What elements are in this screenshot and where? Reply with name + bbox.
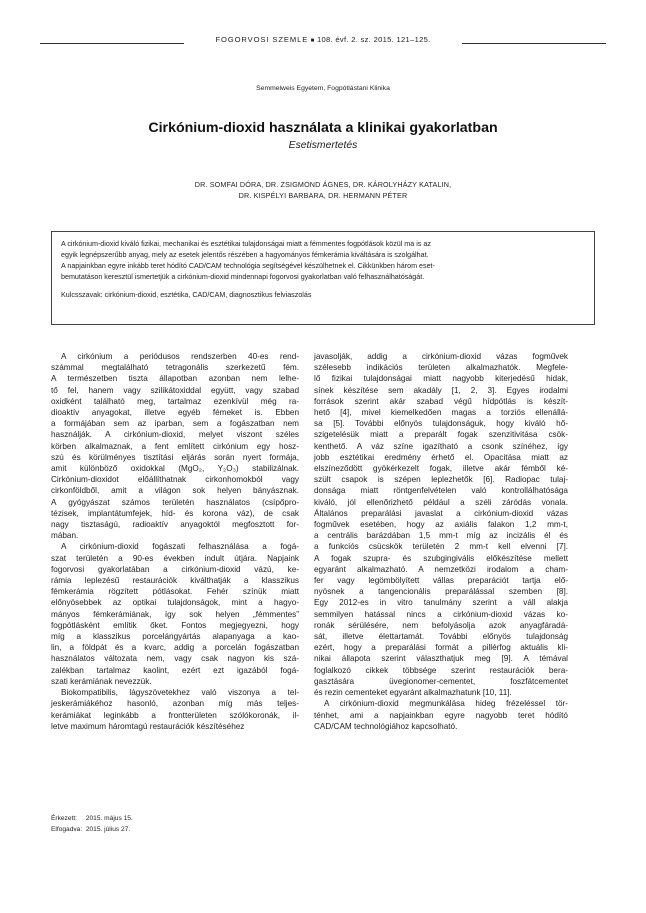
body-line: A természetben tiszta állapotban azonban nem lelhe- (51, 374, 299, 384)
body-line: szati kerámiának nevezzük. (51, 676, 152, 686)
body-line: fémkerámia rögzített pótlásokat. Fehér színük miatt (51, 587, 299, 597)
body-line: cirkonföldből, amit a világon sok helyen bányásznak. (51, 486, 299, 496)
body-line: szélesebb indikációs területen alkalmazhatók. Megfele- (314, 363, 568, 373)
body-line: lin, a földpát és a kvarc, addig a porcelán fogászatban (51, 643, 299, 653)
body-line: jobb esztétikai eredmény érhető el. Opacitása miatt az (314, 452, 568, 462)
body-line: sa [5]. További előnyös tulajdonságuk, hogy kiváló hő- (314, 419, 568, 429)
body-line: míg a klasszikus porcelángyártás alapanyaga a kao- (51, 632, 299, 642)
journal-citation: 108. évf. 2. sz. 2015. 121–125. (316, 35, 431, 44)
body-line: fogművek esetében, hogy az axiális falakon 1,2 mm-t, (314, 520, 568, 530)
body-line: fogpótlásként említik őket. Fontos megjegyezni, hogy (51, 620, 299, 630)
article-title: Cirkónium-dioxid használata a klinikai gyakorlatban (148, 120, 498, 136)
body-line: ezért, hogy a preparálási formát a pillérfog aktuális kli- (314, 643, 568, 653)
keywords (61, 290, 586, 301)
received-label: Érkezett: (51, 815, 78, 822)
body-line: semmilyen hatással nincs a cirkónium-dioxid vázas ko- (314, 609, 568, 619)
body-line: a funkciós csücskök területén 2 mm-t kell elvenni [7]. (314, 542, 568, 552)
body-line: dioaktív anyagokat, illetve egyéb fémeket is. Ebben (51, 408, 299, 418)
body-line: tézisek, implantátumfejek, híd- és korona váz), de csak (51, 508, 299, 518)
body-line: nikai állapota szerint választhatjuk meg [9]. A témával (314, 654, 568, 664)
body-line: Cirkónium-dioxidot előállíthatnak cirkonhomokból vagy (51, 475, 299, 485)
accepted-value: 2015. július 27. (85, 825, 131, 833)
received-value: 2015. május 15. (85, 815, 133, 822)
body-line: A cirkónium-dioxid fogászati felhasználása a fogá- (61, 542, 299, 552)
running-header (40, 34, 606, 50)
body-line: mányos fémkerámiának, így sok helyen „fémmentes” (51, 609, 299, 619)
body-line: A gyógyászat számos területén használatos (csípőpro- (51, 497, 299, 507)
body-line: egyaránt alkalmazható. A nemzetközi irodalom a cham- (314, 564, 568, 574)
body-line: fogorvosi gyakorlatában a cirkónium-dioxid vázú, ke- (51, 564, 299, 574)
body-line: ronák sérülésére, nem befolyásolja azok anyagfáradá- (314, 620, 568, 630)
affiliation: Semmelweis Egyetem, Fogpótlástani Klinika (256, 85, 390, 92)
body-line: használatos változata nem, vagy csak nagyon kis szá- (51, 654, 299, 664)
body-line: nyösnek a tangencionális preparálással szemben [8]. (314, 587, 568, 597)
body-line: rámia leplezésű restaurációk kiválthatják a klasszikus (51, 576, 299, 586)
keywords-label: Kulcsszavak: (61, 291, 103, 300)
body-line: a centrális barázdában 1,5 mm-t míg az incizális él és (314, 531, 568, 541)
body-line: szült csapok is szépen leplezhetők [6]. Radiopac tulaj- (314, 475, 568, 485)
abstract-line: A cirkónium-dioxid kiváló fizikai, mechanikai és esztétikai tulajdonságai miatt a fémmentes fogpótlások közül ma is az (61, 240, 431, 248)
body-line: szú és körülményes tisztítási eljárás során nyert formája, (51, 452, 299, 462)
body-line: körben alkalmaznak, a fent említett cirkónium egy hosz- (51, 441, 299, 451)
body-line: sát, illetve élettartamát. További előnyös tulajdonság (314, 632, 568, 642)
header-bullet: ■ (310, 38, 315, 44)
body-line: elszíneződött gyökérkezelt fogak, illetve akár fémből ké- (314, 464, 568, 474)
accepted-label: Elfogadva: (51, 825, 83, 833)
body-line: Biokompatibilis, lágyszövetekhez való viszonya a tel- (61, 688, 299, 698)
authors-line: DR. KISPÉLYI BARBARA, DR. HERMANN PÉTER (238, 191, 408, 201)
body-line: gasztására üvegionomer-cementet, foszfátcementet (314, 676, 568, 686)
body-line: A cirkónium-dioxid megmunkálása hideg frézeléssel tör- (324, 699, 568, 709)
abstract-line: A napjainkban egyre inkább teret hódító CAD/CAM technológia segítségével készülhetnek el. Cikkünkben három eset- (61, 262, 435, 271)
body-line: oxidként található meg, tartalmaz ezenkívül még ra- (51, 396, 299, 406)
body-line: letve maximum háromtagú restaurációk készítéséhez (51, 721, 245, 731)
body-line: hető [4], mivel kiemelkedően magas a torziós ellenállá- (314, 408, 568, 418)
body-line: A fogak szupra- és szubgingivális előkészítése mellett (314, 553, 568, 563)
authors-line: DR. SOMFAI DÓRA, DR. ZSIGMOND ÁGNES, DR. KÁROLYHÁZY KATALIN, (194, 180, 452, 189)
body-line: mában. (51, 531, 79, 541)
abstract-line: bemutatáson keresztül ismertetjük a cirkónium-dioxid mindennapi fogorvosi gyakorlatban való felhasználhatóságát. (61, 273, 425, 282)
body-line: kenthető. A váz színe igazítható a csonk színéhez, így (314, 441, 568, 451)
body-line: kiváló, jól ellenőrizhető például a széli záródás vonala. (314, 497, 568, 507)
body-line: források szerint akár szabad végű hídpótlás is készít- (314, 396, 568, 406)
body-line: A cirkónium a periódusos rendszerben 40-es rend- (61, 352, 299, 361)
body-line: fer vagy legömbölyített vállas preparációt tartja elő- (314, 576, 568, 586)
keywords-list: cirkónium-dioxid, esztétika, CAD/CAM, diagnosztikus felviaszolás (104, 291, 312, 300)
body-line: zalékban tartalmaz kaolint, ezért ezt igazából fogá- (51, 665, 299, 675)
accepted-date (51, 825, 251, 836)
body-line: előnyösebbek az optikai tulajdonságok, mint a hagyo- (51, 598, 299, 608)
received-date (51, 814, 251, 825)
body-line: Általános preparálási javaslat a cirkónium-dioxid vázas (314, 508, 568, 518)
body-line: nagy tisztaságú, radioaktív anyagoktól megfosztott for- (51, 520, 299, 530)
abstract-line: egyik legnépszerűbb anyag, mely az esetek jelentős részében a hagyományos fémkerámia kiváltására is szolgálhat. (61, 251, 429, 260)
body-line: kerámiákat leginkább a frontterületen szólókoronák, il- (51, 710, 299, 720)
body-line: a formájában sem az iparban, sem a fogászatban nem (51, 419, 299, 429)
body-line: ténhet, ami a napjainkban egyre nagyobb teret hódító (314, 710, 568, 720)
body-line: és rezin cementeket egyaránt alkalmazhatunk [10, 11]. (314, 688, 512, 698)
author-list (0, 179, 646, 202)
body-line: szat területén a 90-es években indult útjára. Napjaink (51, 553, 299, 563)
body-line: CAD/CAM technológiához kapcsolható. (314, 721, 458, 731)
body-line: donsága miatt röntgenfelvételen való kontrollálhatósága (314, 486, 568, 496)
body-line: javasolják, addig a cirkónium-dioxid vázas fogművek (314, 352, 568, 361)
body-line: sínek készítése sem akadály [1, 2, 3]. Egyes irodalmi (314, 385, 568, 395)
body-line: szigetelésük miatt a preparált fogak szenzitivitása csök- (314, 430, 568, 440)
abstract-box (51, 231, 595, 325)
body-line: számmal megtalálható tetragonális szerkezetű fém. (51, 363, 299, 373)
body-line: használják. A cirkónium-dioxid, melyet viszont széles (51, 430, 299, 440)
article-subtitle: Esetismertetés (288, 140, 358, 151)
submission-dates (51, 814, 251, 835)
body-line: lő fizikai tulajdonságai miatt nagyobb kiterjedésű hidak, (314, 374, 568, 384)
body-line: amit különböző oxidokkal (MgO₂, Y₂O₃) stabilizálnak. (51, 464, 299, 474)
body-line: jeskerámiákéhoz hasonló, azonban míg más teljes- (51, 699, 299, 709)
body-column-right (314, 351, 568, 732)
body-column-left (51, 351, 299, 732)
body-line: tő fel, hanem vagy szilikátoxiddal együtt, vagy szabad (51, 385, 299, 395)
journal-name: FOGORVOSI SZEMLE (215, 35, 309, 44)
body-line: Egy 2012-es in vitro tanulmány szerint a váll alakja (314, 598, 568, 608)
abstract-text (61, 239, 586, 283)
body-line: foglalkozó cikkek többsége szerint restaurációk bera- (314, 665, 568, 675)
